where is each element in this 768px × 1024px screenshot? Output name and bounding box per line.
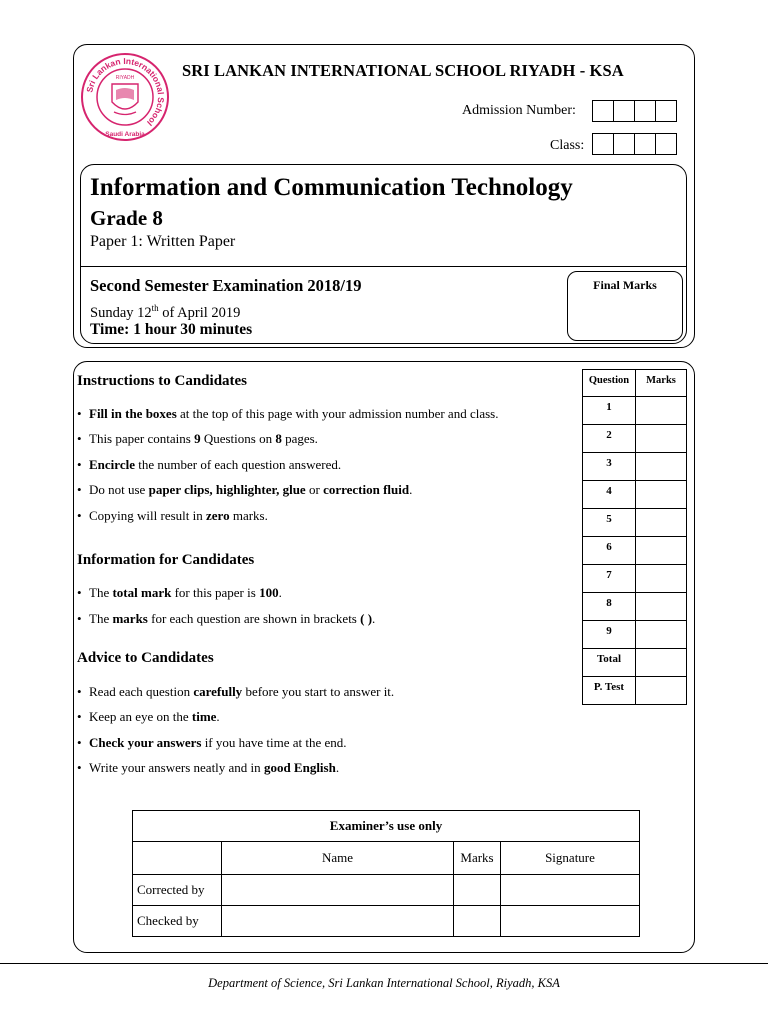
row-label: Checked by bbox=[133, 906, 222, 937]
exam-time: Time: 1 hour 30 minutes bbox=[90, 321, 253, 338]
column-header: Marks bbox=[636, 370, 687, 397]
table-header-row bbox=[133, 842, 640, 875]
marks-cell[interactable] bbox=[636, 537, 687, 565]
list-item: • Fill in the boxes at the top of this page with your admission number and class. bbox=[77, 406, 499, 421]
exam-title: Second Semester Examination 2018/19 bbox=[90, 276, 362, 295]
list-item: • Write your answers neatly and in good English. bbox=[77, 760, 340, 775]
admission-digit-box[interactable] bbox=[613, 100, 635, 122]
table-row bbox=[583, 481, 687, 509]
school-name: SRI LANKAN INTERNATIONAL SCHOOL RIYADH - KSA bbox=[182, 61, 624, 80]
admission-digit-box[interactable] bbox=[634, 100, 656, 122]
admission-digit-box[interactable] bbox=[655, 100, 677, 122]
marks-cell[interactable] bbox=[636, 621, 687, 649]
table-row bbox=[583, 509, 687, 537]
admission-digit-box[interactable] bbox=[592, 100, 614, 122]
practical-test-cell[interactable] bbox=[636, 677, 687, 705]
total-label: Total bbox=[583, 649, 636, 677]
instructions-heading: Instructions to Candidates bbox=[77, 373, 248, 389]
question-number: 4 bbox=[583, 481, 636, 509]
subject-title: Information and Communication Technology bbox=[90, 174, 573, 201]
information-heading: Information for Candidates bbox=[77, 552, 255, 568]
class-box[interactable] bbox=[655, 133, 677, 155]
class-box[interactable] bbox=[634, 133, 656, 155]
table-row bbox=[133, 875, 640, 906]
column-header: Name bbox=[222, 842, 454, 875]
list-item: • Copying will result in zero marks. bbox=[77, 508, 268, 523]
list-item: • This paper contains 9 Questions on 8 pages. bbox=[77, 431, 318, 446]
column-header: Marks bbox=[454, 842, 501, 875]
paper-title: Paper 1: Written Paper bbox=[90, 233, 236, 250]
table-title-row bbox=[133, 811, 640, 842]
footer-text: Department of Science, Sri Lankan International School, Riyadh, KSA bbox=[208, 976, 560, 990]
signature-cell[interactable] bbox=[501, 875, 640, 906]
question-number: 6 bbox=[583, 537, 636, 565]
school-logo bbox=[80, 52, 170, 142]
list-item: • Read each question carefully before you start to answer it. bbox=[77, 684, 395, 699]
admission-number-boxes[interactable] bbox=[593, 100, 677, 122]
name-cell[interactable] bbox=[222, 875, 454, 906]
exam-date: Sunday 12th of April 2019 bbox=[90, 303, 241, 321]
list-item: • Do not use paper clips, highlighter, glue or correction fluid. bbox=[77, 482, 413, 497]
table-row bbox=[583, 677, 687, 705]
total-cell[interactable] bbox=[636, 649, 687, 677]
table-row bbox=[583, 565, 687, 593]
question-number: 7 bbox=[583, 565, 636, 593]
marks-cell[interactable] bbox=[636, 453, 687, 481]
examiner-table bbox=[132, 810, 640, 937]
table-row bbox=[583, 537, 687, 565]
question-number: 2 bbox=[583, 425, 636, 453]
name-cell[interactable] bbox=[222, 906, 454, 937]
marks-cell[interactable] bbox=[636, 397, 687, 425]
question-number: 5 bbox=[583, 509, 636, 537]
class-label: Class: bbox=[550, 138, 585, 153]
table-row bbox=[583, 649, 687, 677]
logo-city: RIYADH bbox=[115, 75, 135, 81]
table-row bbox=[583, 453, 687, 481]
question-number: 1 bbox=[583, 397, 636, 425]
divider bbox=[81, 266, 686, 267]
marks-cell[interactable] bbox=[636, 425, 687, 453]
table-row bbox=[583, 621, 687, 649]
marks-cell[interactable] bbox=[454, 875, 501, 906]
logo-ring-text: Sri Lankan International School bbox=[84, 55, 167, 129]
footer-divider bbox=[0, 963, 768, 964]
signature-cell[interactable] bbox=[501, 906, 640, 937]
list-item: • Keep an eye on the time. bbox=[77, 709, 220, 724]
admission-number-label: Admission Number: bbox=[462, 103, 576, 118]
practical-test-label: P. Test bbox=[583, 677, 636, 705]
grade: Grade 8 bbox=[90, 206, 163, 230]
column-header: Signature bbox=[501, 842, 640, 875]
table-row bbox=[583, 425, 687, 453]
column-header: Question bbox=[583, 370, 636, 397]
class-boxes[interactable] bbox=[593, 133, 677, 155]
list-item: • The total mark for this paper is 100. bbox=[77, 585, 282, 600]
marks-table bbox=[582, 369, 687, 705]
logo-country: Saudi Arabia bbox=[105, 131, 145, 138]
row-label: Corrected by bbox=[133, 875, 222, 906]
table-row bbox=[583, 593, 687, 621]
list-item: • The marks for each question are shown in brackets ( ). bbox=[77, 611, 376, 626]
list-item: • Encircle the number of each question answered. bbox=[77, 457, 342, 472]
marks-cell[interactable] bbox=[636, 481, 687, 509]
question-number: 9 bbox=[583, 621, 636, 649]
marks-cell[interactable] bbox=[636, 593, 687, 621]
marks-cell[interactable] bbox=[636, 509, 687, 537]
question-number: 8 bbox=[583, 593, 636, 621]
marks-cell[interactable] bbox=[454, 906, 501, 937]
table-row bbox=[133, 906, 640, 937]
table-header-row bbox=[583, 370, 687, 397]
examiner-table-title: Examiner’s use only bbox=[133, 811, 640, 842]
marks-cell[interactable] bbox=[636, 565, 687, 593]
class-box[interactable] bbox=[592, 133, 614, 155]
list-item: • Check your answers if you have time at the end. bbox=[77, 735, 347, 750]
advice-heading: Advice to Candidates bbox=[77, 650, 214, 666]
table-row bbox=[583, 397, 687, 425]
column-header bbox=[133, 842, 222, 875]
class-box[interactable] bbox=[613, 133, 635, 155]
question-number: 3 bbox=[583, 453, 636, 481]
final-marks-label: Final Marks bbox=[593, 278, 657, 292]
